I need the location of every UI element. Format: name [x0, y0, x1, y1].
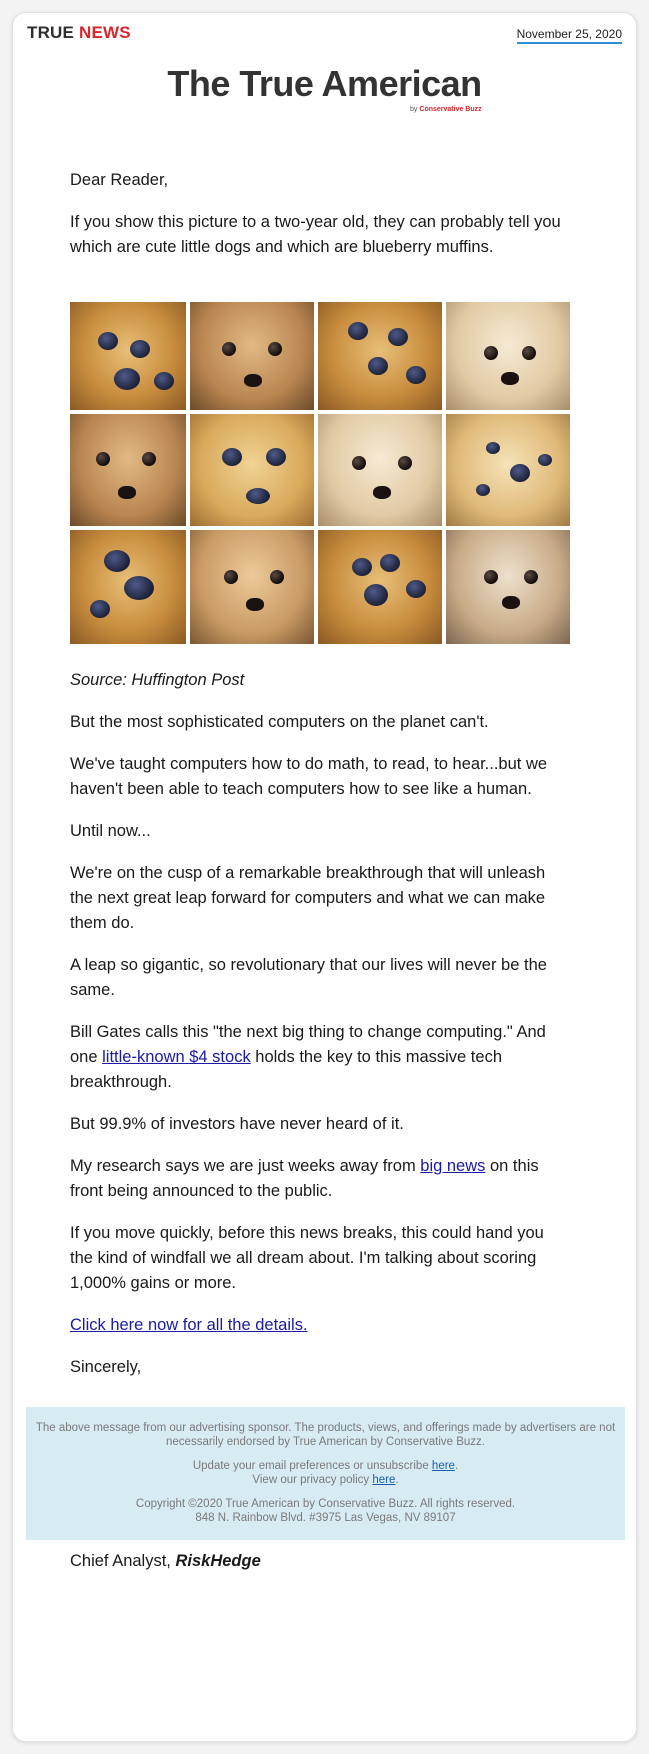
blueberry	[406, 580, 426, 598]
copyright-block	[26, 1497, 625, 1525]
blueberry	[154, 372, 174, 390]
blueberry	[266, 448, 286, 466]
masthead-byline	[410, 106, 482, 113]
masthead-brand: Conservative Buzz	[419, 106, 482, 113]
paragraph: We're on the cusp of a remarkable breakthrough that will unleash the next great leap forward for computers and what we can make them do.	[70, 864, 546, 932]
chihuahua-photo	[190, 530, 314, 644]
email-footer	[26, 1407, 625, 1540]
text: Update your email preferences or unsubscribe	[192, 1460, 432, 1472]
paragraph: We've taught computers how to do math, to read, to hear...but we haven't been able to teach computers how to see like a human.	[70, 755, 548, 798]
dog-eye	[398, 456, 412, 470]
dog-nose	[373, 486, 391, 499]
chihuahua-photo	[190, 302, 314, 410]
intro-paragraph: If you show this picture to a two-year old, they can probably tell you which are cute little dogs and which are blueberry muffins.	[70, 213, 561, 256]
dog-eye	[142, 452, 156, 466]
chihuahua-photo	[318, 414, 442, 526]
author-company: RiskHedge	[175, 1552, 261, 1570]
text: on this front being announced to the public.	[70, 1157, 539, 1200]
paragraph-research	[70, 1154, 570, 1204]
blueberry	[104, 550, 130, 572]
letter-body	[70, 168, 570, 1591]
blueberry	[222, 448, 242, 466]
text: holds the key to this massive tech breakthrough.	[70, 1048, 502, 1091]
blueberry	[114, 368, 140, 390]
masthead-logo[interactable]	[167, 63, 482, 113]
unsubscribe-link[interactable]: here	[431, 1460, 455, 1472]
muffin-photo	[70, 530, 186, 644]
muffin-photo	[318, 302, 442, 410]
dog-eye	[524, 570, 538, 584]
blueberry	[364, 584, 388, 606]
blueberry	[510, 464, 530, 482]
logo-word-news: NEWS	[79, 23, 131, 42]
chihuahua-photo	[446, 302, 570, 410]
dog-eye	[484, 570, 498, 584]
blueberry	[406, 366, 426, 384]
paragraph: A leap so gigantic, so revolutionary that our lives will never be the same.	[70, 956, 547, 999]
author-title	[70, 1549, 570, 1574]
logo-word-true: TRUE	[27, 23, 75, 42]
dog-eye	[268, 342, 282, 356]
chihuahua-photo	[446, 530, 570, 644]
muffin-photo	[190, 414, 314, 526]
blueberry	[124, 576, 154, 600]
true-news-logo[interactable]	[27, 23, 131, 43]
blueberry	[380, 554, 400, 572]
issue-date: November 25, 2020	[517, 27, 622, 44]
dog-eye	[96, 452, 110, 466]
masthead-title: The True American	[167, 63, 482, 104]
dog-nose	[502, 596, 520, 609]
blueberry	[476, 484, 490, 496]
greeting: Dear Reader,	[70, 171, 169, 189]
details-cta-link[interactable]: Click here now for all the details.	[70, 1316, 308, 1334]
blueberry	[352, 558, 372, 576]
muffin-photo	[446, 414, 570, 526]
author-role: Chief Analyst,	[70, 1552, 176, 1570]
muffin-photo	[70, 302, 186, 410]
dog-eye	[352, 456, 366, 470]
text: .	[395, 1474, 399, 1486]
email-header	[13, 13, 636, 123]
blueberry	[348, 322, 368, 340]
image-source-caption: Source: Huffington Post	[70, 671, 245, 689]
stock-link[interactable]: little-known $4 stock	[102, 1048, 251, 1066]
chihuahua-photo	[70, 414, 186, 526]
text: Bill Gates calls this "the next big thing to change computing." And one	[70, 1023, 546, 1066]
text: .	[454, 1460, 459, 1472]
masthead	[13, 63, 636, 113]
blueberry	[388, 328, 408, 346]
paragraph-bill-gates	[70, 1020, 570, 1095]
mailing-address: 848 N. Rainbow Blvd. #3975 Las Vegas, NV 89107	[195, 1512, 456, 1524]
footer-links	[26, 1459, 625, 1487]
closing: Sincerely,	[70, 1358, 142, 1376]
privacy-policy-link[interactable]: here	[372, 1474, 396, 1486]
blueberry	[246, 488, 270, 504]
paragraph: But 99.9% of investors have never heard of it.	[70, 1115, 404, 1133]
text: View our privacy policy	[252, 1474, 373, 1486]
muffin-photo	[318, 530, 442, 644]
dog-eye	[484, 346, 498, 360]
dog-eye	[270, 570, 284, 584]
dog-eye	[522, 346, 536, 360]
dog-muffin-image-grid	[70, 302, 570, 648]
dog-nose	[501, 372, 519, 385]
paragraph: But the most sophisticated computers on the planet can't.	[70, 713, 489, 731]
dog-eye	[222, 342, 236, 356]
dog-nose	[244, 374, 262, 387]
blueberry	[98, 332, 118, 350]
paragraph: If you move quickly, before this news breaks, this could hand you the kind of windfall we all dream about. I'm talking about scoring 1,000% gains or more.	[70, 1224, 544, 1292]
dog-nose	[246, 598, 264, 611]
advertiser-disclaimer: The above message from our advertising sponsor. The products, views, and offerings made by advertisers are not necessarily endorsed by True American by Conservative Buzz.	[35, 1422, 616, 1448]
blueberry	[538, 454, 552, 466]
big-news-link[interactable]: big news	[420, 1157, 486, 1175]
email-card	[12, 12, 637, 1742]
blueberry	[486, 442, 500, 454]
cta-paragraph	[70, 1313, 570, 1338]
blueberry	[90, 600, 110, 618]
masthead-by-word: by	[410, 106, 418, 113]
text: My research says we are just weeks away from	[70, 1157, 421, 1175]
dog-eye	[224, 570, 238, 584]
blueberry	[368, 357, 388, 375]
paragraph: Until now...	[70, 822, 151, 840]
dog-nose	[118, 486, 136, 499]
blueberry	[130, 340, 150, 358]
copyright: Copyright ©2020 True American by Conservative Buzz. All rights reserved.	[135, 1498, 516, 1510]
